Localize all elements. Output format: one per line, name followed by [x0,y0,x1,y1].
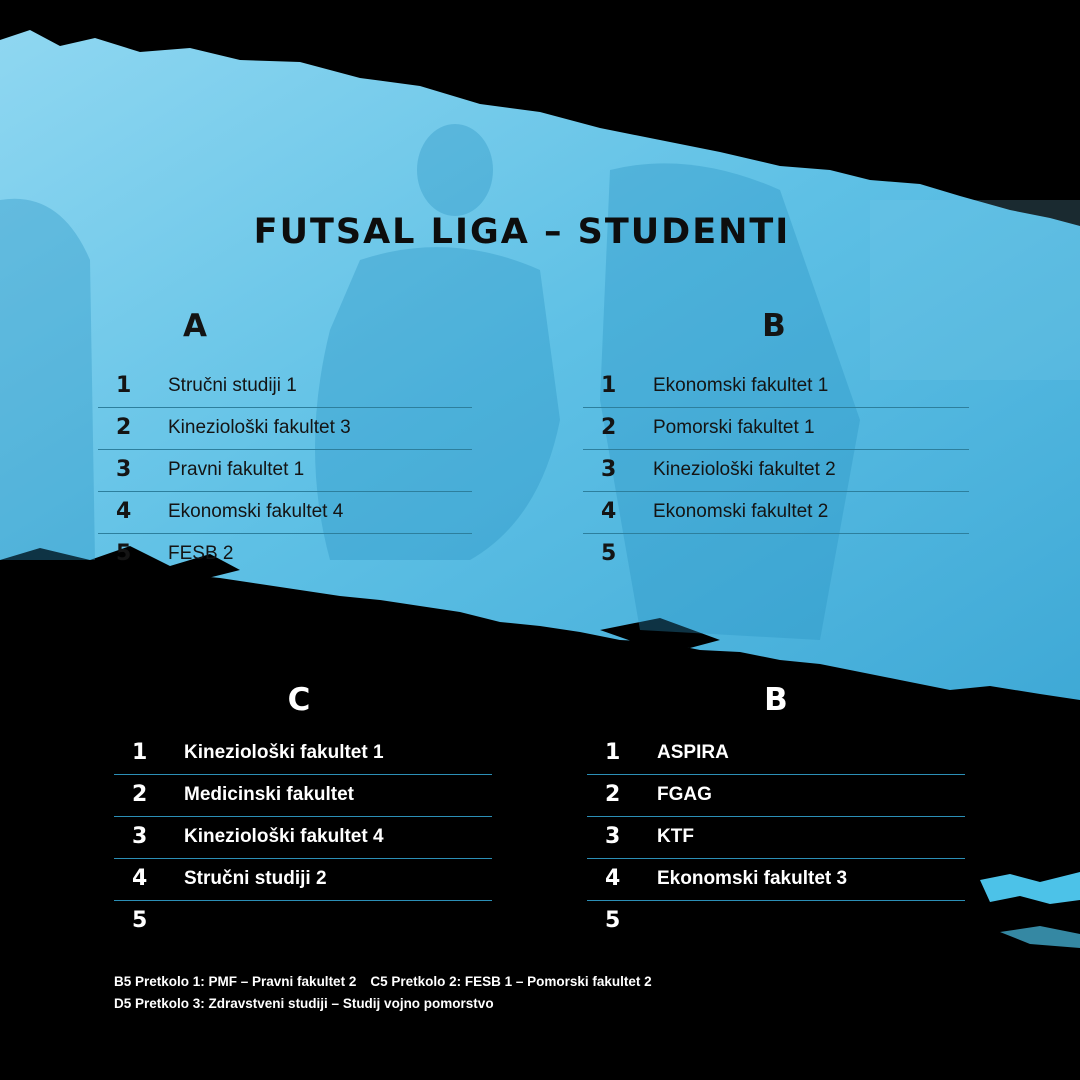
team-name: FGAG [657,784,712,805]
rank-number: 5 [132,908,148,933]
rank-number: 3 [601,457,617,482]
preliminary-rounds-note [114,971,652,1015]
team-name: Stručni studiji 1 [168,375,297,396]
rank-number: 3 [605,824,621,849]
team-name: Ekonomski fakultet 2 [653,501,829,522]
group-letter: B [762,308,786,344]
rank-number: 1 [132,740,148,765]
rank-number: 4 [605,866,621,891]
table-row [587,859,965,901]
team-name: Medicinski fakultet [184,784,354,805]
table-row [114,859,492,901]
rank-number: 2 [601,415,617,440]
table-row [114,901,492,942]
rank-number: 4 [116,499,132,524]
team-name: ASPIRA [657,742,729,763]
team-name: Kineziološki fakultet 2 [653,459,836,480]
table-row [114,817,492,859]
rank-number: 1 [116,373,132,398]
table-row [583,450,969,492]
rank-number: 1 [605,740,621,765]
footnote-line-1 [114,971,652,993]
group-table [98,366,472,575]
rank-number: 5 [601,541,617,566]
table-row [587,775,965,817]
footnote-b5: B5 Pretkolo 1: PMF – Pravni fakultet 2 [114,974,357,989]
team-name: Ekonomski fakultet 3 [657,868,848,889]
group-letter: B [764,682,788,718]
table-row [114,775,492,817]
brush-streak-bottom [980,872,1080,904]
table-row [587,817,965,859]
table-row [98,450,472,492]
rank-number: 2 [605,782,621,807]
team-name: Pomorski fakultet 1 [653,417,815,438]
table-row [587,733,965,775]
rank-number: 4 [601,499,617,524]
group-letter: C [287,682,311,718]
rank-number: 3 [116,457,132,482]
table-row [587,901,965,942]
team-name: Ekonomski fakultet 4 [168,501,344,522]
team-name: Stručni studiji 2 [184,868,327,889]
rank-number: 1 [601,373,617,398]
rank-number: 3 [132,824,148,849]
table-row [98,408,472,450]
footnote-d5: D5 Pretkolo 3: Zdravstveni studiji – Studij vojno pomorstvo [114,996,494,1011]
team-name: KTF [657,826,694,847]
rank-number: 5 [605,908,621,933]
table-row [98,492,472,534]
group-letter: A [183,308,207,344]
table-row [583,408,969,450]
team-name: Kineziološki fakultet 4 [184,826,384,847]
team-name: Pravni fakultet 1 [168,459,305,480]
team-name: Kineziološki fakultet 3 [168,417,351,438]
team-name: FESB 2 [168,543,234,564]
rank-number: 5 [116,541,132,566]
rank-number: 2 [116,415,132,440]
team-name: Kineziološki fakultet 1 [184,742,384,763]
group-table [587,733,965,942]
team-name: Ekonomski fakultet 1 [653,375,829,396]
group-table [583,366,969,575]
table-row [583,534,969,575]
page-title: FUTSAL LIGA – STUDENTI [253,212,791,252]
table-row [98,534,472,575]
footnote-c5: C5 Pretkolo 2: FESB 1 – Pomorski fakultet 2 [370,974,652,989]
group-table [114,733,492,942]
rank-number: 2 [132,782,148,807]
table-row [114,733,492,775]
rank-number: 4 [132,866,148,891]
table-row [583,366,969,408]
table-row [583,492,969,534]
table-row [98,366,472,408]
